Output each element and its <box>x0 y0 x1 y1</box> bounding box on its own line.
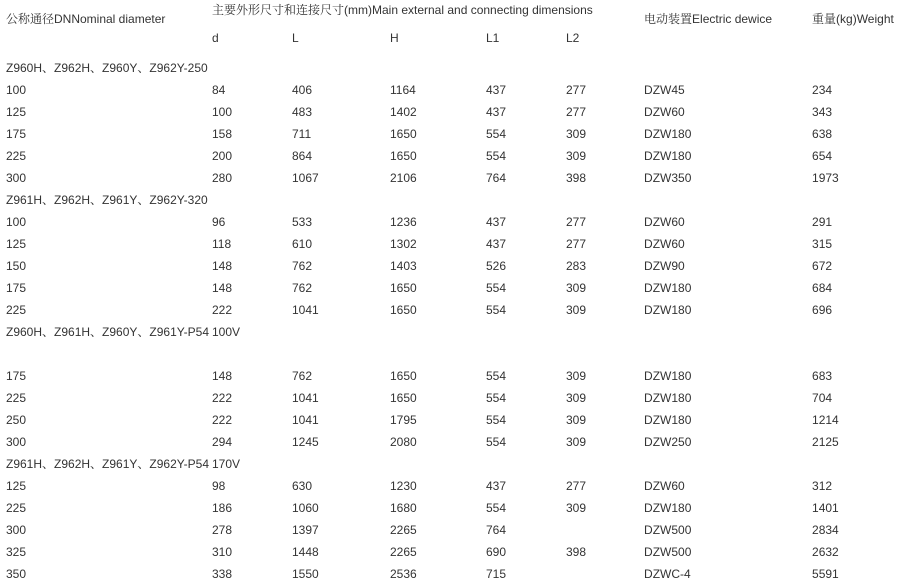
empty-cell <box>286 453 384 475</box>
cell-weight: 315 <box>812 237 833 251</box>
empty-cell <box>286 57 384 79</box>
table-row <box>0 365 904 387</box>
table-row <box>0 167 904 189</box>
cell-dn: 100 <box>6 83 27 97</box>
cell-l1: 715 <box>486 567 507 581</box>
cell-dn: 125 <box>6 479 27 493</box>
cell-weight: 343 <box>812 105 833 119</box>
cell-weight: 684 <box>812 281 833 295</box>
cell-l2: 309 <box>566 303 587 317</box>
cell-l: 630 <box>292 479 313 493</box>
cell-h: 1302 <box>390 237 417 251</box>
cell-h: 2536 <box>390 567 417 581</box>
cell-d: 280 <box>212 171 233 185</box>
cell-l1: 554 <box>486 391 507 405</box>
header-h: H <box>390 31 399 45</box>
cell-d: 84 <box>212 83 226 97</box>
cell-h: 1164 <box>390 83 416 97</box>
cell-dn: 175 <box>6 281 27 295</box>
empty-cell <box>806 57 904 79</box>
cell-d: 118 <box>212 237 232 251</box>
empty-cell <box>480 57 560 79</box>
cell-l: 1041 <box>292 413 319 427</box>
cell-electric-device: DZWC-4 <box>644 567 691 581</box>
table-row <box>0 255 904 277</box>
cell-electric-device <box>638 343 806 365</box>
empty-cell <box>384 321 480 343</box>
cell-dn: 100 <box>6 215 27 229</box>
cell-d: 310 <box>212 545 233 559</box>
group-label: Z961H、Z962H、Z961Y、Z962Y-320 <box>6 193 208 207</box>
cell-electric-device: DZW180 <box>644 149 692 163</box>
cell-l2: 309 <box>566 149 587 163</box>
empty-cell <box>286 321 384 343</box>
table-row <box>0 431 904 453</box>
cell-dn: 225 <box>6 501 27 515</box>
cell-l1 <box>480 343 560 365</box>
table-row <box>0 123 904 145</box>
cell-weight: 234 <box>812 83 833 97</box>
cell-dn: 225 <box>6 303 27 317</box>
cell-h: 1650 <box>390 281 417 295</box>
cell-l2: 309 <box>566 281 587 295</box>
cell-d: 96 <box>212 215 226 229</box>
cell-weight: 683 <box>812 369 833 383</box>
cell-h: 2106 <box>390 171 417 185</box>
cell-l: 1245 <box>292 435 319 449</box>
cell-l: 1397 <box>292 523 319 537</box>
cell-electric-device: DZW350 <box>644 171 692 185</box>
cell-d: 98 <box>212 479 226 493</box>
cell-weight: 696 <box>812 303 833 317</box>
cell-d: 148 <box>212 281 233 295</box>
table-row <box>0 475 904 497</box>
cell-l1: 554 <box>486 501 507 515</box>
empty-cell <box>384 189 480 211</box>
group-label-tail <box>208 57 286 79</box>
cell-h: 1650 <box>390 391 417 405</box>
cell-l1: 554 <box>486 369 507 383</box>
cell-weight: 1214 <box>812 413 839 427</box>
cell-l: 762 <box>292 259 313 273</box>
cell-electric-device: DZW250 <box>644 435 692 449</box>
cell-dn: 175 <box>6 127 27 141</box>
cell-l: 1041 <box>292 391 319 405</box>
cell-l1: 437 <box>486 479 507 493</box>
cell-dn: 225 <box>6 149 27 163</box>
cell-d: 186 <box>212 501 233 515</box>
cell-weight: 312 <box>812 479 833 493</box>
cell-l: 1041 <box>292 303 319 317</box>
table-row <box>0 233 904 255</box>
cell-weight: 654 <box>812 149 833 163</box>
cell-h: 1650 <box>390 149 417 163</box>
cell-electric-device: DZW60 <box>644 237 685 251</box>
cell-dn: 300 <box>6 523 27 537</box>
cell-d: 222 <box>212 413 233 427</box>
cell-weight: 2125 <box>812 435 839 449</box>
group-label: Z961H、Z962H、Z961Y、Z962Y-P54 <box>6 457 209 471</box>
cell-h: 1650 <box>390 369 417 383</box>
cell-l: 762 <box>292 281 313 295</box>
cell-h: 1236 <box>390 215 417 229</box>
cell-h: 1403 <box>390 259 417 273</box>
group-header-row <box>0 57 904 79</box>
cell-dn: 325 <box>6 545 27 559</box>
cell-l: 1067 <box>292 171 319 185</box>
cell-dn: 225 <box>6 391 27 405</box>
empty-cell <box>384 453 480 475</box>
cell-l2 <box>560 563 638 585</box>
empty-cell <box>806 453 904 475</box>
cell-l2: 309 <box>566 391 587 405</box>
cell-dn: 175 <box>6 369 27 383</box>
empty-cell <box>480 453 560 475</box>
cell-electric-device: DZW60 <box>644 105 685 119</box>
cell-d: 222 <box>212 391 233 405</box>
cell-l1: 690 <box>486 545 507 559</box>
cell-weight <box>806 343 904 365</box>
cell-dn: 250 <box>6 413 27 427</box>
cell-d: 100 <box>212 105 233 119</box>
cell-l1: 554 <box>486 413 507 427</box>
cell-h: 1795 <box>390 413 417 427</box>
cell-dn: 300 <box>6 171 27 185</box>
cell-h: 2265 <box>390 545 417 559</box>
table-row <box>0 497 904 519</box>
cell-d: 222 <box>212 303 233 317</box>
cell-electric-device: DZW45 <box>644 83 685 97</box>
table-row <box>0 563 904 585</box>
cell-l2: 277 <box>566 237 587 251</box>
table-row <box>0 101 904 123</box>
cell-l1: 554 <box>486 127 507 141</box>
table-row <box>0 519 904 541</box>
cell-l1: 764 <box>486 171 507 185</box>
cell-l: 533 <box>292 215 313 229</box>
table-row <box>0 211 904 233</box>
cell-l2: 277 <box>566 479 587 493</box>
cell-l1: 554 <box>486 435 507 449</box>
header-dn: 公称通径DNNominal diameter <box>6 12 166 26</box>
group-header-row <box>0 189 904 211</box>
cell-electric-device: DZW90 <box>644 259 685 273</box>
cell-l1: 554 <box>486 149 507 163</box>
cell-weight: 638 <box>812 127 833 141</box>
cell-l1: 437 <box>486 105 507 119</box>
cell-l2: 398 <box>566 171 587 185</box>
cell-l1: 554 <box>486 303 507 317</box>
cell-l2: 309 <box>566 369 587 383</box>
cell-d: 148 <box>212 259 233 273</box>
empty-cell <box>480 321 560 343</box>
empty-cell <box>384 57 480 79</box>
cell-l2 <box>560 519 638 541</box>
cell-d: 294 <box>212 435 233 449</box>
cell-electric-device: DZW180 <box>644 369 692 383</box>
cell-h: 1650 <box>390 303 417 317</box>
header-l: L <box>292 31 299 45</box>
cell-l: 483 <box>292 105 313 119</box>
cell-electric-device: DZW180 <box>644 413 692 427</box>
cell-d <box>208 343 286 365</box>
cell-weight: 1401 <box>812 501 839 515</box>
cell-d: 278 <box>212 523 233 537</box>
cell-dn: 350 <box>6 567 27 581</box>
cell-electric-device: DZW500 <box>644 523 692 537</box>
header-d: d <box>212 31 219 45</box>
empty-cell <box>638 189 806 211</box>
cell-l: 711 <box>292 127 312 141</box>
cell-l: 1060 <box>292 501 319 515</box>
table-row <box>0 541 904 563</box>
group-header-row <box>0 453 904 475</box>
cell-dn <box>0 343 208 365</box>
cell-dn: 125 <box>6 105 27 119</box>
empty-cell <box>560 189 638 211</box>
cell-l: 864 <box>292 149 313 163</box>
cell-electric-device: DZW180 <box>644 501 692 515</box>
cell-electric-device: DZW180 <box>644 281 692 295</box>
cell-l: 1448 <box>292 545 319 559</box>
cell-electric-device: DZW180 <box>644 391 692 405</box>
cell-l2: 277 <box>566 83 587 97</box>
cell-l1: 437 <box>486 237 507 251</box>
group-label-tail: 100V <box>212 325 241 339</box>
cell-d: 148 <box>212 369 233 383</box>
cell-l: 610 <box>292 237 313 251</box>
cell-l2 <box>560 343 638 365</box>
cell-l1: 764 <box>486 523 507 537</box>
empty-cell <box>806 189 904 211</box>
cell-weight: 1973 <box>812 171 839 185</box>
table-row <box>0 277 904 299</box>
group-label-tail: 170V <box>212 457 241 471</box>
header-l1: L1 <box>486 31 500 45</box>
cell-electric-device: DZW180 <box>644 303 692 317</box>
cell-weight: 5591 <box>812 567 839 581</box>
cell-l: 762 <box>292 369 313 383</box>
cell-h: 2080 <box>390 435 417 449</box>
cell-electric-device: DZW180 <box>644 127 692 141</box>
cell-l2: 309 <box>566 413 587 427</box>
cell-h: 1230 <box>390 479 417 493</box>
cell-l1: 554 <box>486 281 507 295</box>
cell-dn: 125 <box>6 237 27 251</box>
table-row <box>0 387 904 409</box>
group-label-tail <box>208 189 286 211</box>
cell-l: 1550 <box>292 567 319 581</box>
cell-h: 2265 <box>390 523 417 537</box>
empty-cell <box>560 321 638 343</box>
table-row <box>0 145 904 167</box>
header-dimensions: 主要外形尺寸和连接尺寸(mm)Main external and connecting dimensions <box>212 3 593 17</box>
cell-electric-device: DZW500 <box>644 545 692 559</box>
cell-l2: 277 <box>566 215 587 229</box>
empty-cell <box>480 189 560 211</box>
cell-dn: 150 <box>6 259 27 273</box>
header-l2: L2 <box>566 31 580 45</box>
cell-d: 338 <box>212 567 233 581</box>
table-row <box>0 79 904 101</box>
empty-cell <box>286 189 384 211</box>
cell-h: 1680 <box>390 501 417 515</box>
table-row <box>0 299 904 321</box>
cell-l1: 437 <box>486 215 507 229</box>
table-row <box>0 409 904 431</box>
cell-l: 406 <box>292 83 313 97</box>
empty-cell <box>638 57 806 79</box>
cell-l1: 437 <box>486 83 507 97</box>
empty-cell <box>560 57 638 79</box>
empty-cell <box>806 321 904 343</box>
cell-l2: 309 <box>566 127 587 141</box>
cell-l2: 277 <box>566 105 587 119</box>
cell-weight: 2834 <box>812 523 839 537</box>
cell-dn: 300 <box>6 435 27 449</box>
cell-l1: 526 <box>486 259 507 273</box>
cell-d: 200 <box>212 149 233 163</box>
header-electric-device: 电动装置Electric dewice <box>644 12 773 26</box>
cell-l2: 398 <box>566 545 587 559</box>
cell-h: 1402 <box>390 105 417 119</box>
table-row <box>0 343 904 365</box>
cell-l <box>286 343 384 365</box>
cell-electric-device: DZW60 <box>644 215 685 229</box>
cell-l2: 309 <box>566 435 587 449</box>
cell-l2: 283 <box>566 259 587 273</box>
group-label: Z960H、Z961H、Z960Y、Z961Y-P54 <box>6 325 209 339</box>
header-weight: 重量(kg)Weight <box>812 12 894 26</box>
cell-l2: 309 <box>566 501 587 515</box>
cell-weight: 2632 <box>812 545 839 559</box>
empty-cell <box>638 453 806 475</box>
cell-h: 1650 <box>390 127 417 141</box>
group-label: Z960H、Z962H、Z960Y、Z962Y-250 <box>6 61 208 75</box>
cell-weight: 291 <box>812 215 833 229</box>
cell-weight: 672 <box>812 259 833 273</box>
cell-weight: 704 <box>812 391 833 405</box>
group-header-row <box>0 321 904 343</box>
cell-electric-device: DZW60 <box>644 479 685 493</box>
cell-h <box>384 343 480 365</box>
cell-d: 158 <box>212 127 233 141</box>
empty-cell <box>560 453 638 475</box>
empty-cell <box>638 321 806 343</box>
